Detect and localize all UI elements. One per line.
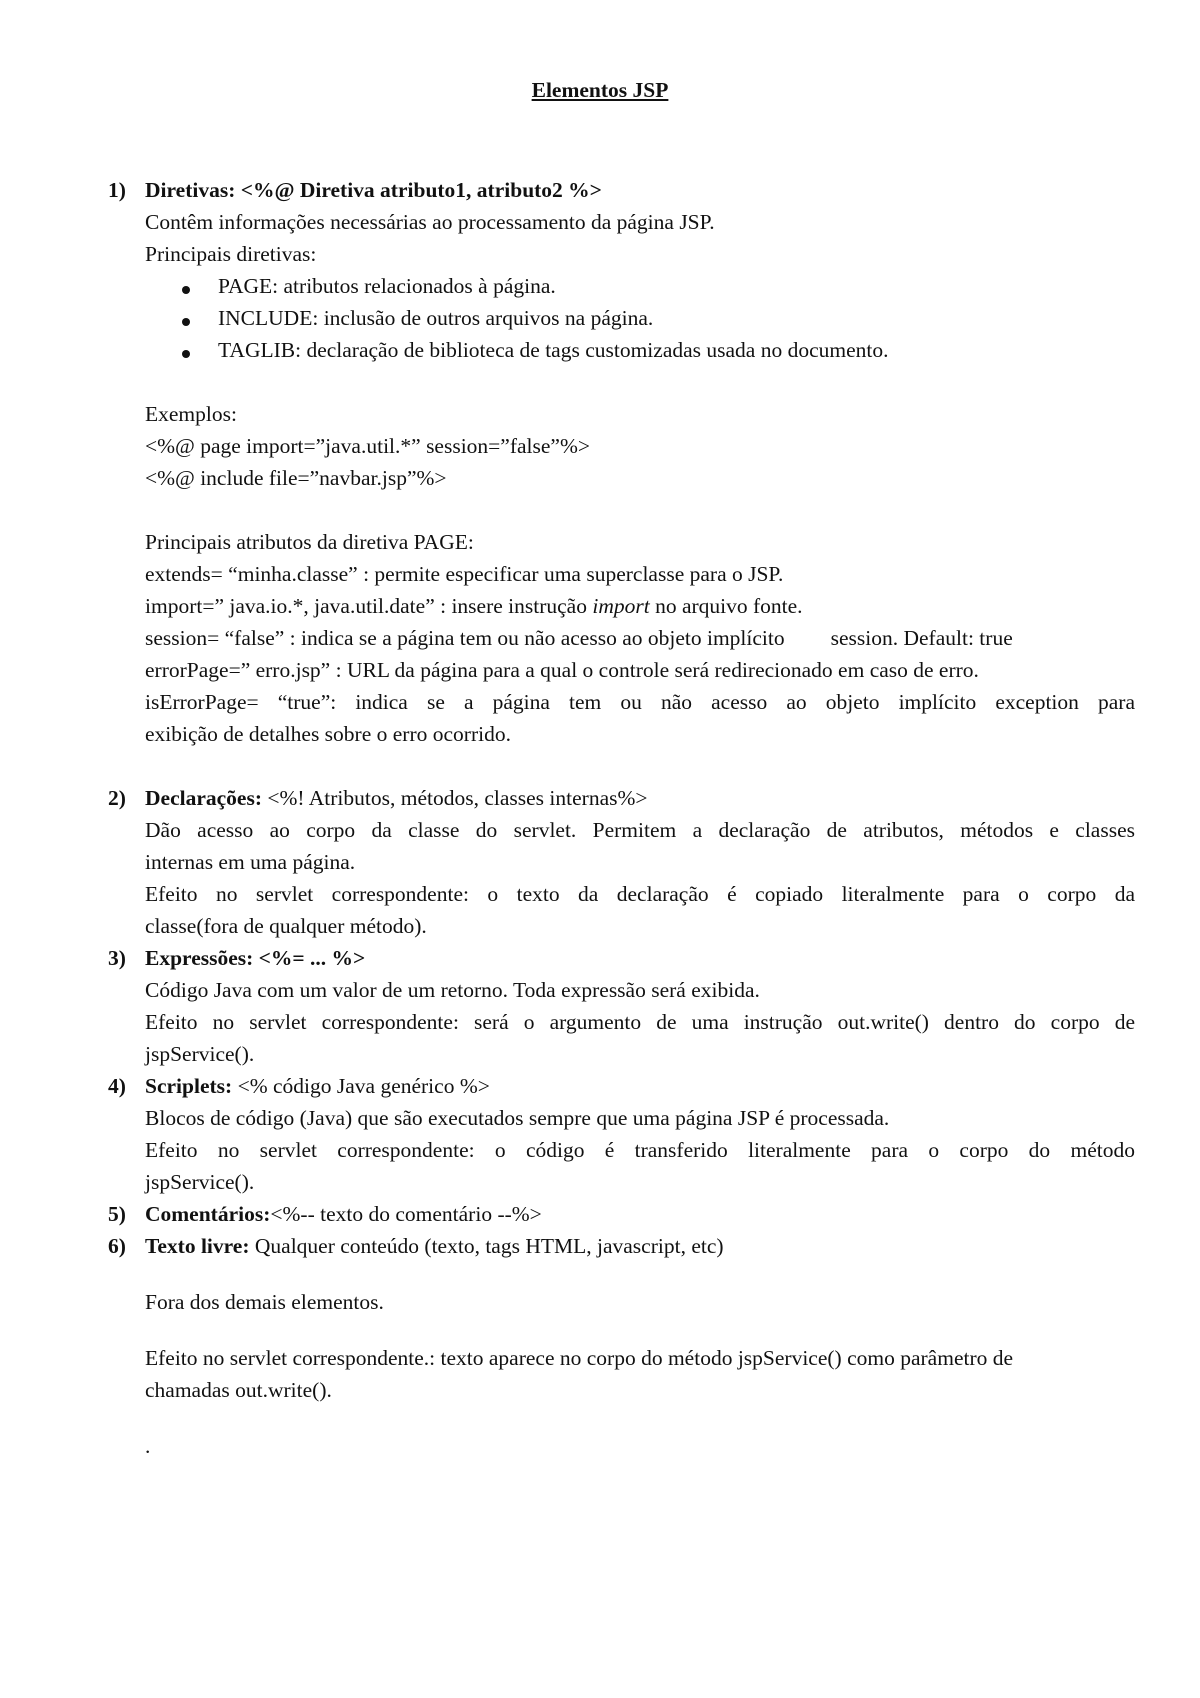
- attribute-import: import=” java.io.*, java.util.date” : insere instrução import no arquivo fonte.: [145, 594, 803, 618]
- section-heading-texto-livre: Texto livre: Qualquer conteúdo (texto, tags HTML, javascript, etc): [145, 1234, 724, 1258]
- section-number-3: 3): [108, 946, 126, 970]
- attribute-iserrorpage-continued: exibição de detalhes sobre o erro ocorrido.: [145, 722, 511, 746]
- page-attributes-heading: Principais atributos da diretiva PAGE:: [145, 530, 474, 554]
- import-keyword: import: [592, 594, 650, 618]
- example-page-directive: <%@ page import=”java.util.*” session=”false”%>: [145, 434, 591, 458]
- expressoes-description: Código Java com um valor de um retorno. Toda expressão será exibida.: [145, 978, 760, 1002]
- bullet-icon: [182, 318, 190, 326]
- trailing-dot: .: [145, 1434, 151, 1458]
- texto-livre-description: Fora dos demais elementos.: [145, 1290, 384, 1314]
- scriplets-effect: Efeito no servlet correspondente: o código é transferido literalmente para o corpo do método: [145, 1138, 1135, 1162]
- bullet-icon: [182, 350, 190, 358]
- bullet-taglib: TAGLIB: declaração de biblioteca de tags customizadas usada no documento.: [218, 338, 889, 362]
- page-title: Elementos JSP: [531, 78, 669, 102]
- section-number-6: 6): [108, 1234, 126, 1258]
- attribute-iserrorpage: isErrorPage= “true”: indica se a página tem ou não acesso ao objeto implícito exception para: [145, 690, 1135, 714]
- attribute-errorpage: errorPage=” erro.jsp” : URL da página para a qual o controle será redirecionado em caso de erro.: [145, 658, 979, 682]
- texto-livre-effect-continued: chamadas out.write().: [145, 1378, 332, 1402]
- declaracoes-description: Dão acesso ao corpo da classe do servlet. Permitem a declaração de atributos, métodos e classes: [145, 818, 1135, 842]
- expressoes-effect: Efeito no servlet correspondente: será o argumento de uma instrução out.write() dentro do corpo de: [145, 1010, 1135, 1034]
- bullet-include: INCLUDE: inclusão de outros arquivos na página.: [218, 306, 654, 330]
- exemplos-label: Exemplos:: [145, 402, 237, 426]
- example-include-directive: <%@ include file=”navbar.jsp”%>: [145, 466, 447, 490]
- bullet-icon: [182, 286, 190, 294]
- section-number-1: 1): [108, 178, 126, 202]
- section-heading-scriplets: Scriplets: <% código Java genérico %>: [145, 1074, 490, 1098]
- section-heading-declaracoes: Declarações: <%! Atributos, métodos, classes internas%>: [145, 786, 648, 810]
- section-number-5: 5): [108, 1202, 126, 1226]
- declaracoes-description-continued: internas em uma página.: [145, 850, 356, 874]
- section-heading-diretivas: Diretivas: <%@ Diretiva atributo1, atributo2 %>: [145, 178, 602, 202]
- declaracoes-effect: Efeito no servlet correspondente: o texto da declaração é copiado literalmente para o corpo da: [145, 882, 1135, 906]
- expressoes-effect-continued: jspService().: [145, 1042, 255, 1066]
- section-number-4: 4): [108, 1074, 126, 1098]
- attribute-session: session= “false” : indica se a página tem ou não acesso ao objeto implícito session. Default: true: [145, 626, 1013, 650]
- declaracoes-effect-continued: classe(fora de qualquer método).: [145, 914, 427, 938]
- bullet-page: PAGE: atributos relacionados à página.: [218, 274, 556, 298]
- section-heading-expressoes: Expressões: <%= ... %>: [145, 946, 366, 970]
- diretivas-description: Contêm informações necessárias ao processamento da página JSP.: [145, 210, 715, 234]
- principais-diretivas-label: Principais diretivas:: [145, 242, 317, 266]
- section-heading-comentarios: Comentários:<%-- texto do comentário --%>: [145, 1202, 542, 1226]
- texto-livre-effect: Efeito no servlet correspondente.: texto aparece no corpo do método jspService() como parâmetro de: [145, 1346, 1014, 1370]
- attribute-extends: extends= “minha.classe” : permite especificar uma superclasse para o JSP.: [145, 562, 784, 586]
- scriplets-effect-continued: jspService().: [145, 1170, 255, 1194]
- section-number-2: 2): [108, 786, 126, 810]
- scriplets-description: Blocos de código (Java) que são executados sempre que uma página JSP é processada.: [145, 1106, 890, 1130]
